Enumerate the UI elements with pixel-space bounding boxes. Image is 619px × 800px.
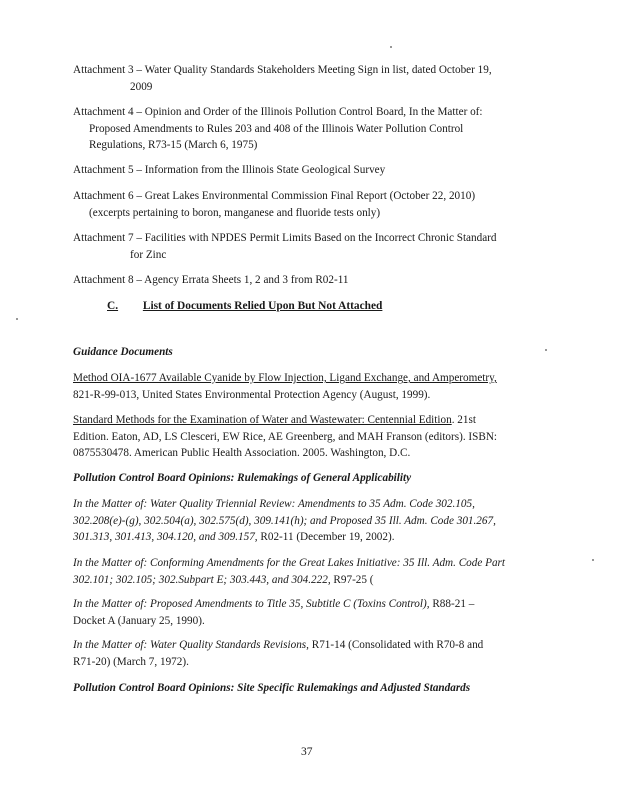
- opinion-r02-11-line1: In the Matter of: Water Quality Triennial Review: Amendments to 35 Adm. Code 302.105,: [73, 498, 475, 510]
- opinion-r97-25-line1: In the Matter of: Conforming Amendments for the Great Lakes Initiative: 35 Ill. Adm. Code Part: [73, 557, 506, 569]
- opinion-r88-21-line1-docket: R88-21 –: [429, 598, 475, 610]
- opinion-r88-21-line1-title: In the Matter of: Proposed Amendments to Title 35, Subtitle C (Toxins Control),: [73, 598, 430, 610]
- attachment-3-line1: Attachment 3 – Water Quality Standards Stakeholders Meeting Sign in list, dated October 19,: [73, 64, 492, 76]
- opinion-r71-14-line1-title: In the Matter of: Water Quality Standards Revisions,: [73, 639, 309, 651]
- attachment-6: [73, 188, 551, 221]
- opinion-r97-25-line2-docket: R97-25 (: [330, 573, 374, 586]
- opinion-r97-25-line2-title: 302.101; 302.105; 302.Subpart E; 303.443, and 304.222,: [73, 573, 331, 586]
- guidance-doc-2-publisher: 0875530478. American Public Health Association. 2005. Washington, D.C.: [73, 447, 411, 459]
- guidance-heading: Guidance Documents: [73, 346, 173, 358]
- attachment-7-line2: for Zinc: [130, 248, 167, 261]
- attachment-3-line2: 2009: [130, 80, 153, 93]
- attachment-4-line3: Regulations, R73-15 (March 6, 1975): [89, 139, 258, 151]
- guidance-doc-2-title: Standard Methods for the Examination of Water and Wastewater: Centennial Edition: [73, 414, 452, 426]
- guidance-doc-1-title: Method OIA-1677 Available Cyanide by Flow Injection, Ligand Exchange, and Amperometry,: [73, 372, 497, 384]
- general-heading: Pollution Control Board Opinions: Rulemakings of General Applicability: [73, 472, 412, 484]
- attachment-6-line2: (excerpts pertaining to boron, manganese and fluoride tests only): [89, 206, 381, 219]
- opinion-r02-11-line3-title: 301.313, 301.413, 304.120, and 309.157,: [73, 531, 258, 543]
- site-specific-heading: Pollution Control Board Opinions: Site Specific Rulemakings and Adjusted Standards: [73, 682, 471, 694]
- section-c-title: List of Documents Relied Upon But Not Attached: [142, 300, 383, 312]
- opinion-r02-11-line3-docket: R02-11 (December 19, 2002).: [257, 531, 395, 543]
- opinion-r97-25: [73, 555, 551, 588]
- attachment-8-line1: Attachment 8 – Agency Errata Sheets 1, 2 and 3 from R02-11: [73, 274, 349, 286]
- page-number: 37: [301, 746, 313, 758]
- guidance-doc-2: [73, 412, 551, 462]
- attachment-6-line1: Attachment 6 – Great Lakes Environmental Commission Final Report (October 22, 2010): [73, 190, 476, 202]
- opinion-r71-14: [73, 637, 551, 670]
- guidance-doc-2-editors: Edition. Eaton, AD, LS Clesceri, EW Rice, AE Greenberg, and MAH Franson (editors). ISBN:: [73, 430, 498, 443]
- attachment-8: [73, 272, 551, 289]
- guidance-doc-1: [73, 370, 551, 403]
- opinion-r88-21-line2: Docket A (January 25, 1990).: [73, 614, 205, 627]
- attachment-5-line1: Attachment 5 – Information from the Illinois State Geological Survey: [73, 164, 386, 176]
- attachment-3: [73, 62, 551, 95]
- attachment-4-line2: Proposed Amendments to Rules 203 and 408 of the Illinois Water Pollution Control: [89, 122, 464, 135]
- opinion-r02-11-line2: 302.208(e)-(g), 302.504(a), 302.575(d), 309.141(h); and Proposed 35 Ill. Adm. Code 301.267,: [73, 514, 496, 527]
- attachment-5: [73, 162, 551, 179]
- scan-speck: [545, 349, 547, 351]
- opinion-r88-21: [73, 596, 551, 629]
- scan-speck: [592, 559, 594, 561]
- scan-speck: [16, 318, 18, 320]
- guidance-doc-2-edition: . 21st: [451, 414, 476, 426]
- opinion-r71-14-line1-docket: R71-14 (Consolidated with R70-8 and: [308, 639, 484, 651]
- opinion-r02-11: [73, 496, 551, 546]
- attachment-4-line1: Attachment 4 – Opinion and Order of the Illinois Pollution Control Board, In the Matter of:: [73, 106, 483, 118]
- section-c-letter: C.: [107, 300, 119, 312]
- opinion-r71-14-line2: R71-20) (March 7, 1972).: [73, 655, 189, 668]
- attachment-7-line1: Attachment 7 – Facilities with NPDES Permit Limits Based on the Incorrect Chronic Standard: [73, 232, 497, 244]
- section-c-heading: [107, 300, 382, 312]
- guidance-doc-1-rest: 821-R-99-013, United States Environmental Protection Agency (August, 1999).: [73, 388, 431, 401]
- attachment-4: [73, 104, 551, 154]
- scan-speck: [390, 46, 392, 48]
- attachment-7: [73, 230, 551, 263]
